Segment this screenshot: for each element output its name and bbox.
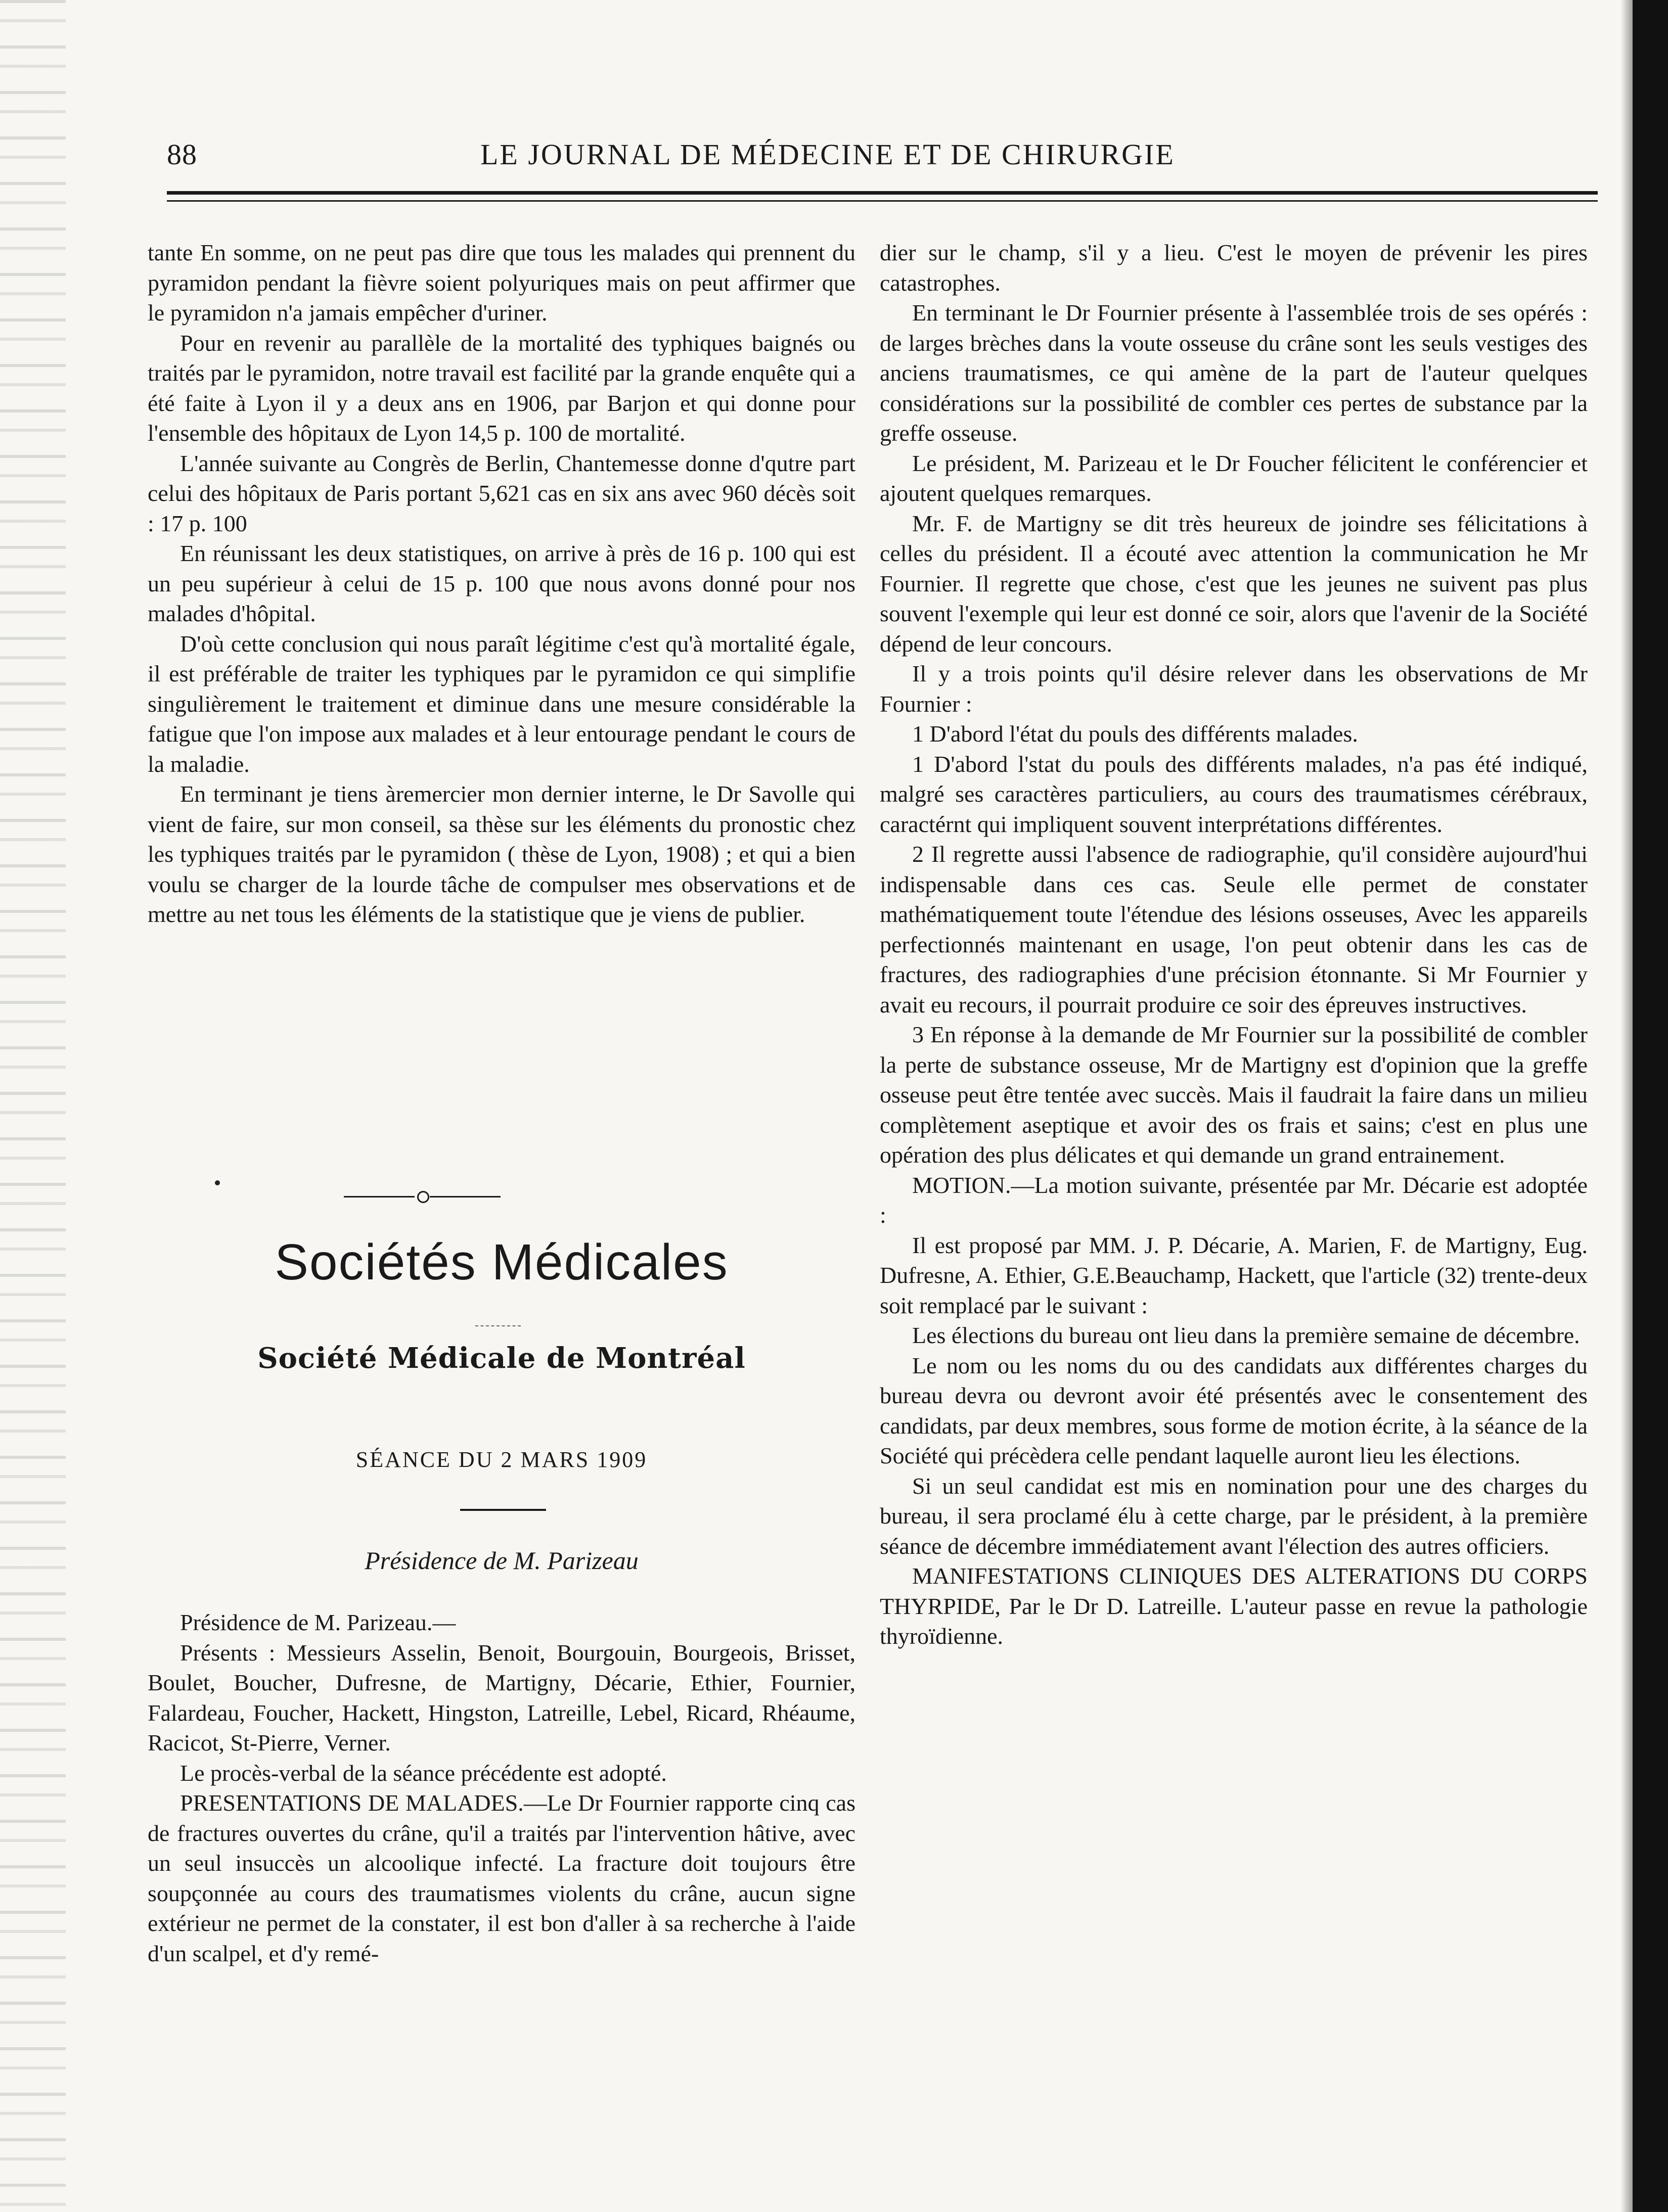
paragraph: Présidence de M. Parizeau.— [180,1609,456,1635]
session-date: SÉANCE DU 2 MARS 1909 [355,1447,648,1472]
section-title: Sociétés Médicales [275,1234,729,1291]
section-ornament [344,1189,501,1204]
paragraph: En terminant je tiens àremercier mon dernier interne, le Dr Savolle qui vient de faire, sur mon conseil, sa thèse sur les éléments du pronostic chez les typhiques traités par le pyramidon ( thèse de Lyon, 1908) ; et qui a bien voulu se charger de la lourde tâche de compulser mes observations et de mettre au net tous les éléments de la statistique que je viens de publier. [148,781,855,927]
paragraph: L'année suivante au Congrès de Berlin, Chantemesse donne d'qutre part celui des hôpitaux de Paris portant 5,621 cas en six ans avec 960 décès soit : 17 p. 100 [148,450,855,536]
title-dash [475,1325,521,1326]
paragraph: Si un seul candidat est mis en nomination pour une des charges du bureau, il sera proclamé élu à cette charge, par le président, à la première séance de décembre immédiatement avant l'élection des autres officiers. [880,1472,1588,1559]
right-column-text [880,238,1588,1651]
paragraph: Le procès-verbal de la séance précédente est adopté. [180,1760,667,1786]
scan-edge-right [1633,0,1668,2212]
paragraph: D'où cette conclusion qui nous paraît légitime c'est qu'à mortalité égale, il est préférable de traiter les typhiques par le pyramidon ce qui simplifie singulièrement le traitement et diminue dans une mesure considérable la fatigue que l'on impose aux malades et à leur entourage pendant le cours de la maladie. [148,630,855,777]
paragraph: 1 D'abord l'stat du pouls des différents malades, n'a pas été indiqué, malgré ses caractères particuliers, au cours des traumatismes cérébraux, caractérnt qui impliquent souvent interprétations différentes. [880,751,1588,837]
paragraph: Il est proposé par MM. J. P. Décarie, A. Marien, F. de Martigny, Eug. Dufresne, A. Ethier, G.E.Beauchamp, Hackett, que l'article (32) trente-deux soit remplacé par le suivant : [880,1232,1588,1318]
paragraph: Il y a trois points qu'il désire relever dans les observations de Mr Fournier : [880,661,1588,717]
paragraph: 1 D'abord l'état du pouls des différents malades. [912,721,1358,747]
scan-shadow-right [1620,0,1633,2212]
paragraph: MOTION.—La motion suivante, présentée par Mr. Décarie est adoptée : [880,1172,1588,1228]
paragraph: Le nom ou les noms du ou des candidats aux différentes charges du bureau devra ou devront avoir été présentés avec le consentement des candidats, par deux membres, sous forme de motion écrite, à la séance de la Société qui précèdera celle pendant laquelle auront lieu les élections. [880,1352,1588,1468]
page-header [167,132,1593,178]
ornament-circle [417,1191,429,1203]
paragraph: 3 En réponse à la demande de Mr Fournier sur la possibilité de combler la perte de substance osseuse, Mr de Martigny est d'opinion que la greffe osseuse peut être tentée avec succès. Mais il faudrait la faire dans un milieu complètement aseptique et avoir des os frais et sains; c'est en plus une opération des plus délicates et qui demande un grand entrainement. [880,1022,1588,1168]
left-column-lower-text [148,1607,855,1968]
paragraph: En terminant le Dr Fournier présente à l'assemblée trois de ses opérés : de larges brèches dans la voute osseuse du crâne sont les seuls vestiges des anciens traumatismes, ce qui amène de la part de l'auteur quelques considérations sur la possibilité de combler ces pertes de substance par la greffe osseuse. [880,300,1588,446]
header-rule-thick [167,191,1598,195]
paragraph: MANIFESTATIONS CLINIQUES DES ALTERATIONS DU CORPS THYRPIDE, Par le Dr D. Latreille. L'auteur passe en revue la pathologie thyroïdienne. [880,1563,1588,1649]
paragraph: Les élections du bureau ont lieu dans la première semaine de décembre. [912,1322,1580,1348]
left-column-text [148,238,855,930]
scan-edge-left [0,0,66,2212]
paragraph: Présents : Messieurs Asselin, Benoit, Bourgouin, Bourgeois, Brisset, Boulet, Boucher, Dufresne, de Martigny, Décarie, Ethier, Fournier, Falardeau, Foucher, Hackett, Hingston, Latreille, Lebel, Ricard, Rhéaume, Racicot, St-Pierre, Verner. [148,1639,855,1756]
running-head: LE JOURNAL DE MÉDECINE ET DE CHIRURGIE [480,138,1175,171]
paragraph: 2 Il regrette aussi l'absence de radiographie, qu'il considère aujourd'hui indispensable dans ces cas. Seule elle permet de constater mathématiquement toute l'étendue des lésions osseuses, Avec les appareils perfectionnés maintenant en usage, l'on peut obtenir dans les cas de fractures, des radiographies d'une précision étonnante. Si Mr Fournier y avait eu recours, il pourrait produire ce soir des épreuves instructives. [880,841,1588,1018]
paragraph: tante En somme, on ne peut pas dire que tous les malades qui prennent du pyramidon pendant la fièvre soient polyuriques mais on peut affirmer que le pyramidon n'a jamais empêcher d'uriner. [148,240,855,326]
page-number: 88 [167,138,197,171]
ornament-line-right [430,1196,501,1197]
paragraph: dier sur le champ, s'il y a lieu. C'est le moyen de prévenir les pires catastrophes. [880,240,1588,296]
presidence-heading: Présidence de M. Parizeau [365,1546,639,1575]
ornament-line-left [344,1196,415,1197]
paragraph: Pour en revenir au parallèle de la mortalité des typhiques baignés ou traités par le pyramidon, notre travail est facilité par la grande enquête qui a été faite à Lyon il y a deux ans en 1906, par Barjon et qui donne pour l'ensemble des hôpitaux de Lyon 14,5 p. 100 de mortalité. [148,330,855,446]
session-rule [460,1509,546,1511]
paragraph: En réunissant les deux statistiques, on arrive à près de 16 p. 100 qui est un peu supérieur à celui de 15 p. 100 que nous avons donné pour nos malades d'hôpital. [148,540,855,626]
paragraph: Le président, M. Parizeau et le Dr Foucher félicitent le conférencier et ajoutent quelques remarques. [880,450,1588,506]
ink-speck [215,1180,220,1185]
paragraph: PRESENTATIONS DE MALADES.—Le Dr Fournier rapporte cinq cas de fractures ouvertes du crâne, qu'il a traités par l'intervention hâtive, avec un seul insuccès un alcoolique infecté. La fracture doit toujours être soupçonnée au cours des traumatismes violents du crâne, aucun signe extérieur ne permet de la constater, il est bon d'aller à sa recherche à l'aide d'un scalpel, et d'y remé- [148,1790,855,1966]
header-rule-thin [167,200,1598,202]
paragraph: Mr. F. de Martigny se dit très heureux de joindre ses félicitations à celles du président. Il a écouté avec attention la communication he Mr Fournier. Il regrette que chose, c'est que les jeunes ne suivent pas plus souvent l'exemple qui leur est donné ce soir, alors que l'avenir de la Société dépend de leur concours. [880,510,1588,657]
society-title: Société Médicale de Montréal [257,1342,746,1375]
